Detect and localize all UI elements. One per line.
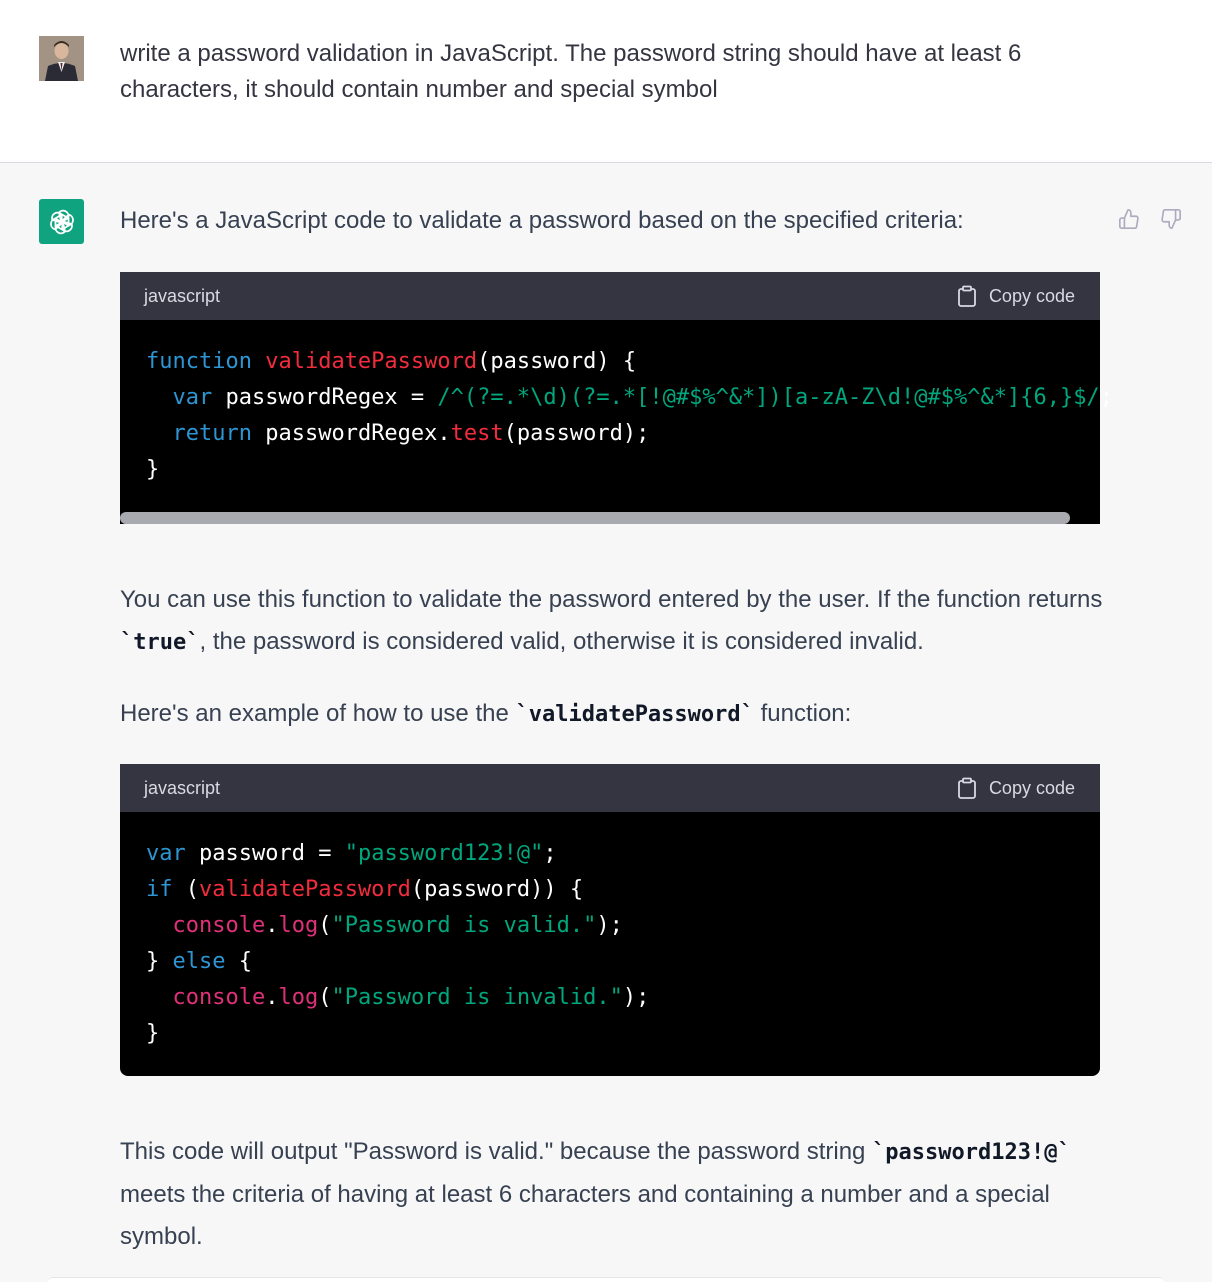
code-line: var passwordRegex = /^(?=.*\d)(?=.*[!@#$%^&*])[a-zA-Z\d!@#$%^&*]{6,}$/; bbox=[172, 385, 1113, 410]
code-language-label: javascript bbox=[144, 777, 221, 798]
clipboard-icon bbox=[957, 777, 977, 799]
code-line: } bbox=[146, 1021, 160, 1046]
code-line: function validatePassword(password) { bbox=[146, 349, 637, 374]
code-line: } else { bbox=[146, 949, 252, 974]
user-avatar bbox=[39, 36, 84, 81]
result-paragraph bbox=[120, 1131, 1110, 1258]
usage-text-after: , the password is considered valid, otherwise it is considered invalid. bbox=[199, 628, 924, 655]
copy-code-label: Copy code bbox=[988, 777, 1075, 798]
code-header bbox=[120, 764, 1100, 812]
horizontal-scrollbar[interactable] bbox=[120, 512, 1100, 524]
chatgpt-logo-icon bbox=[39, 199, 84, 244]
code-language-label: javascript bbox=[144, 285, 221, 306]
copy-code-label: Copy code bbox=[988, 285, 1075, 306]
code-line: var password = "password123!@"; bbox=[146, 841, 557, 866]
code-header bbox=[120, 272, 1100, 320]
copy-code-button[interactable] bbox=[957, 285, 1075, 307]
code-line: console.log("Password is valid."); bbox=[172, 913, 623, 938]
example-text-before: Here's an example of how to use the bbox=[120, 700, 516, 727]
copy-code-button[interactable] bbox=[957, 777, 1075, 799]
thumbs-up-icon[interactable] bbox=[1115, 205, 1143, 233]
example-text-after: function: bbox=[753, 700, 852, 727]
scrollbar-thumb[interactable] bbox=[120, 512, 1070, 524]
code-content bbox=[120, 812, 1100, 1052]
usage-paragraph bbox=[120, 579, 1105, 664]
assistant-intro-text: Here's a JavaScript code to validate a password based on the specified criteria: bbox=[120, 207, 964, 234]
code-line: } bbox=[146, 457, 160, 482]
code-content bbox=[120, 320, 1113, 488]
code-block-2 bbox=[120, 764, 1100, 1076]
code-line: return passwordRegex.test(password); bbox=[172, 421, 650, 446]
inline-code-validatepassword: `validatePassword` bbox=[515, 702, 754, 727]
assistant-message-row bbox=[0, 163, 1212, 1282]
clipboard-icon bbox=[957, 285, 977, 307]
example-paragraph bbox=[120, 693, 1105, 736]
thumbs-down-icon[interactable] bbox=[1157, 205, 1185, 233]
result-text-after: meets the criteria of having at least 6 characters and containing a number and a special symbol. bbox=[120, 1181, 1050, 1250]
input-area-edge bbox=[48, 1277, 1164, 1282]
inline-code-password-example: `password123!@` bbox=[872, 1140, 1071, 1165]
user-message-text: write a password validation in JavaScript. The password string should have at least 6 characters, it should contain number and special symbol bbox=[120, 40, 1022, 103]
code-line: console.log("Password is invalid."); bbox=[172, 985, 650, 1010]
code-line: if (validatePassword(password)) { bbox=[146, 877, 584, 902]
usage-text-before: You can use this function to validate the password entered by the user. If the function returns bbox=[120, 586, 1103, 613]
user-message-row bbox=[0, 0, 1212, 163]
inline-code-true: `true` bbox=[120, 630, 200, 655]
result-text-before: This code will output "Password is valid." because the password string bbox=[120, 1138, 873, 1165]
code-block-1 bbox=[120, 272, 1113, 524]
